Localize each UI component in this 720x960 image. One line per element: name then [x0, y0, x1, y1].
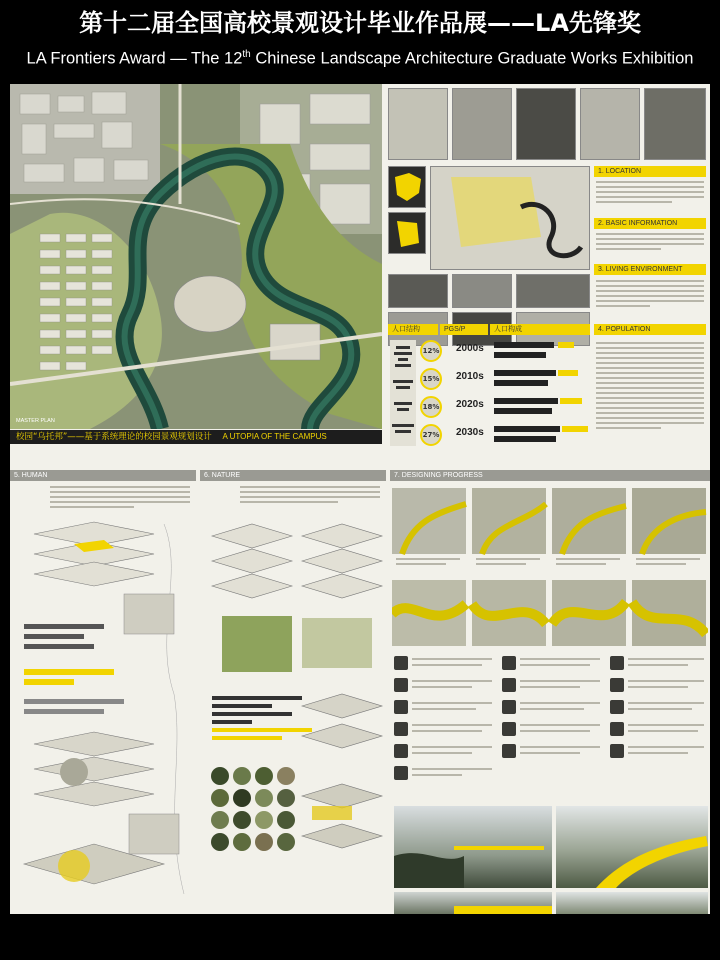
china-map [388, 166, 426, 208]
thumb-1 [388, 88, 448, 160]
section-basic: 2. BASIC INFORMATION [594, 218, 706, 229]
master-plan-map [10, 84, 382, 429]
rendering-3 [394, 892, 552, 914]
map-label: MASTER PLAN [16, 418, 55, 424]
section-nature: 6. NATURE [200, 470, 386, 481]
pop-col2: PGS/P [440, 324, 488, 335]
pop-year-3: 2020s [456, 399, 484, 410]
pop-people-icons [494, 340, 590, 448]
section-human: 5. HUMAN [10, 470, 196, 481]
progress-icon-list [392, 652, 708, 802]
footer-bar [0, 914, 720, 960]
section-population: 4. POPULATION [594, 324, 706, 335]
poster-board [10, 84, 710, 914]
project-title-bar [10, 430, 382, 444]
province-map [388, 212, 426, 254]
section-living: 3. LIVING ENVIRONMENT [594, 264, 706, 275]
location-text [596, 181, 704, 206]
section-location: 1. LOCATION [594, 166, 706, 177]
pop-col1: 人口结构 [388, 324, 438, 335]
thumb-4 [580, 88, 640, 160]
pop-pyramid [390, 340, 416, 446]
human-intro [50, 486, 190, 511]
pop-pct-4: 27% [420, 424, 442, 446]
population-text [596, 342, 704, 432]
living-text [596, 280, 704, 310]
pop-year-1: 2000s [456, 343, 484, 354]
living-photo-1 [388, 274, 448, 308]
title-zh: 第十二届全国高校景观设计毕业作品展——LA先锋奖 [79, 9, 641, 37]
pop-pct-1: 12% [420, 340, 442, 362]
master-plan-svg [10, 84, 382, 429]
pop-pct-3: 18% [420, 396, 442, 418]
section-progress: 7. DESIGNING PROGRESS [390, 470, 710, 481]
site-aerial [430, 166, 590, 270]
basic-text [596, 233, 704, 253]
pop-year-4: 2030s [456, 427, 484, 438]
project-title-en: A UTOPIA OF THE CAMPUS [222, 432, 327, 441]
living-photo-2 [452, 274, 512, 308]
rendering-2 [556, 806, 708, 888]
pop-col3: 人口构成 [490, 324, 590, 335]
thumb-3 [516, 88, 576, 160]
pop-pct-2: 15% [420, 368, 442, 390]
project-title-zh: 校园“乌托邦”——基于系统理论的校园景观规划设计 [16, 432, 212, 442]
rendering-1 [394, 806, 552, 888]
thumb-2 [452, 88, 512, 160]
human-diagrams [14, 514, 196, 914]
title-en: LA Frontiers Award — The 12th Chinese Landscape Architecture Graduate Works Exhibition [26, 49, 694, 68]
nature-diagrams [202, 506, 386, 906]
pop-year-2: 2010s [456, 371, 484, 382]
thumb-5 [644, 88, 706, 160]
rendering-4 [556, 892, 708, 914]
header [0, 0, 720, 80]
nature-intro [240, 486, 380, 506]
living-photo-3 [516, 274, 590, 308]
progress-maps [392, 484, 708, 648]
